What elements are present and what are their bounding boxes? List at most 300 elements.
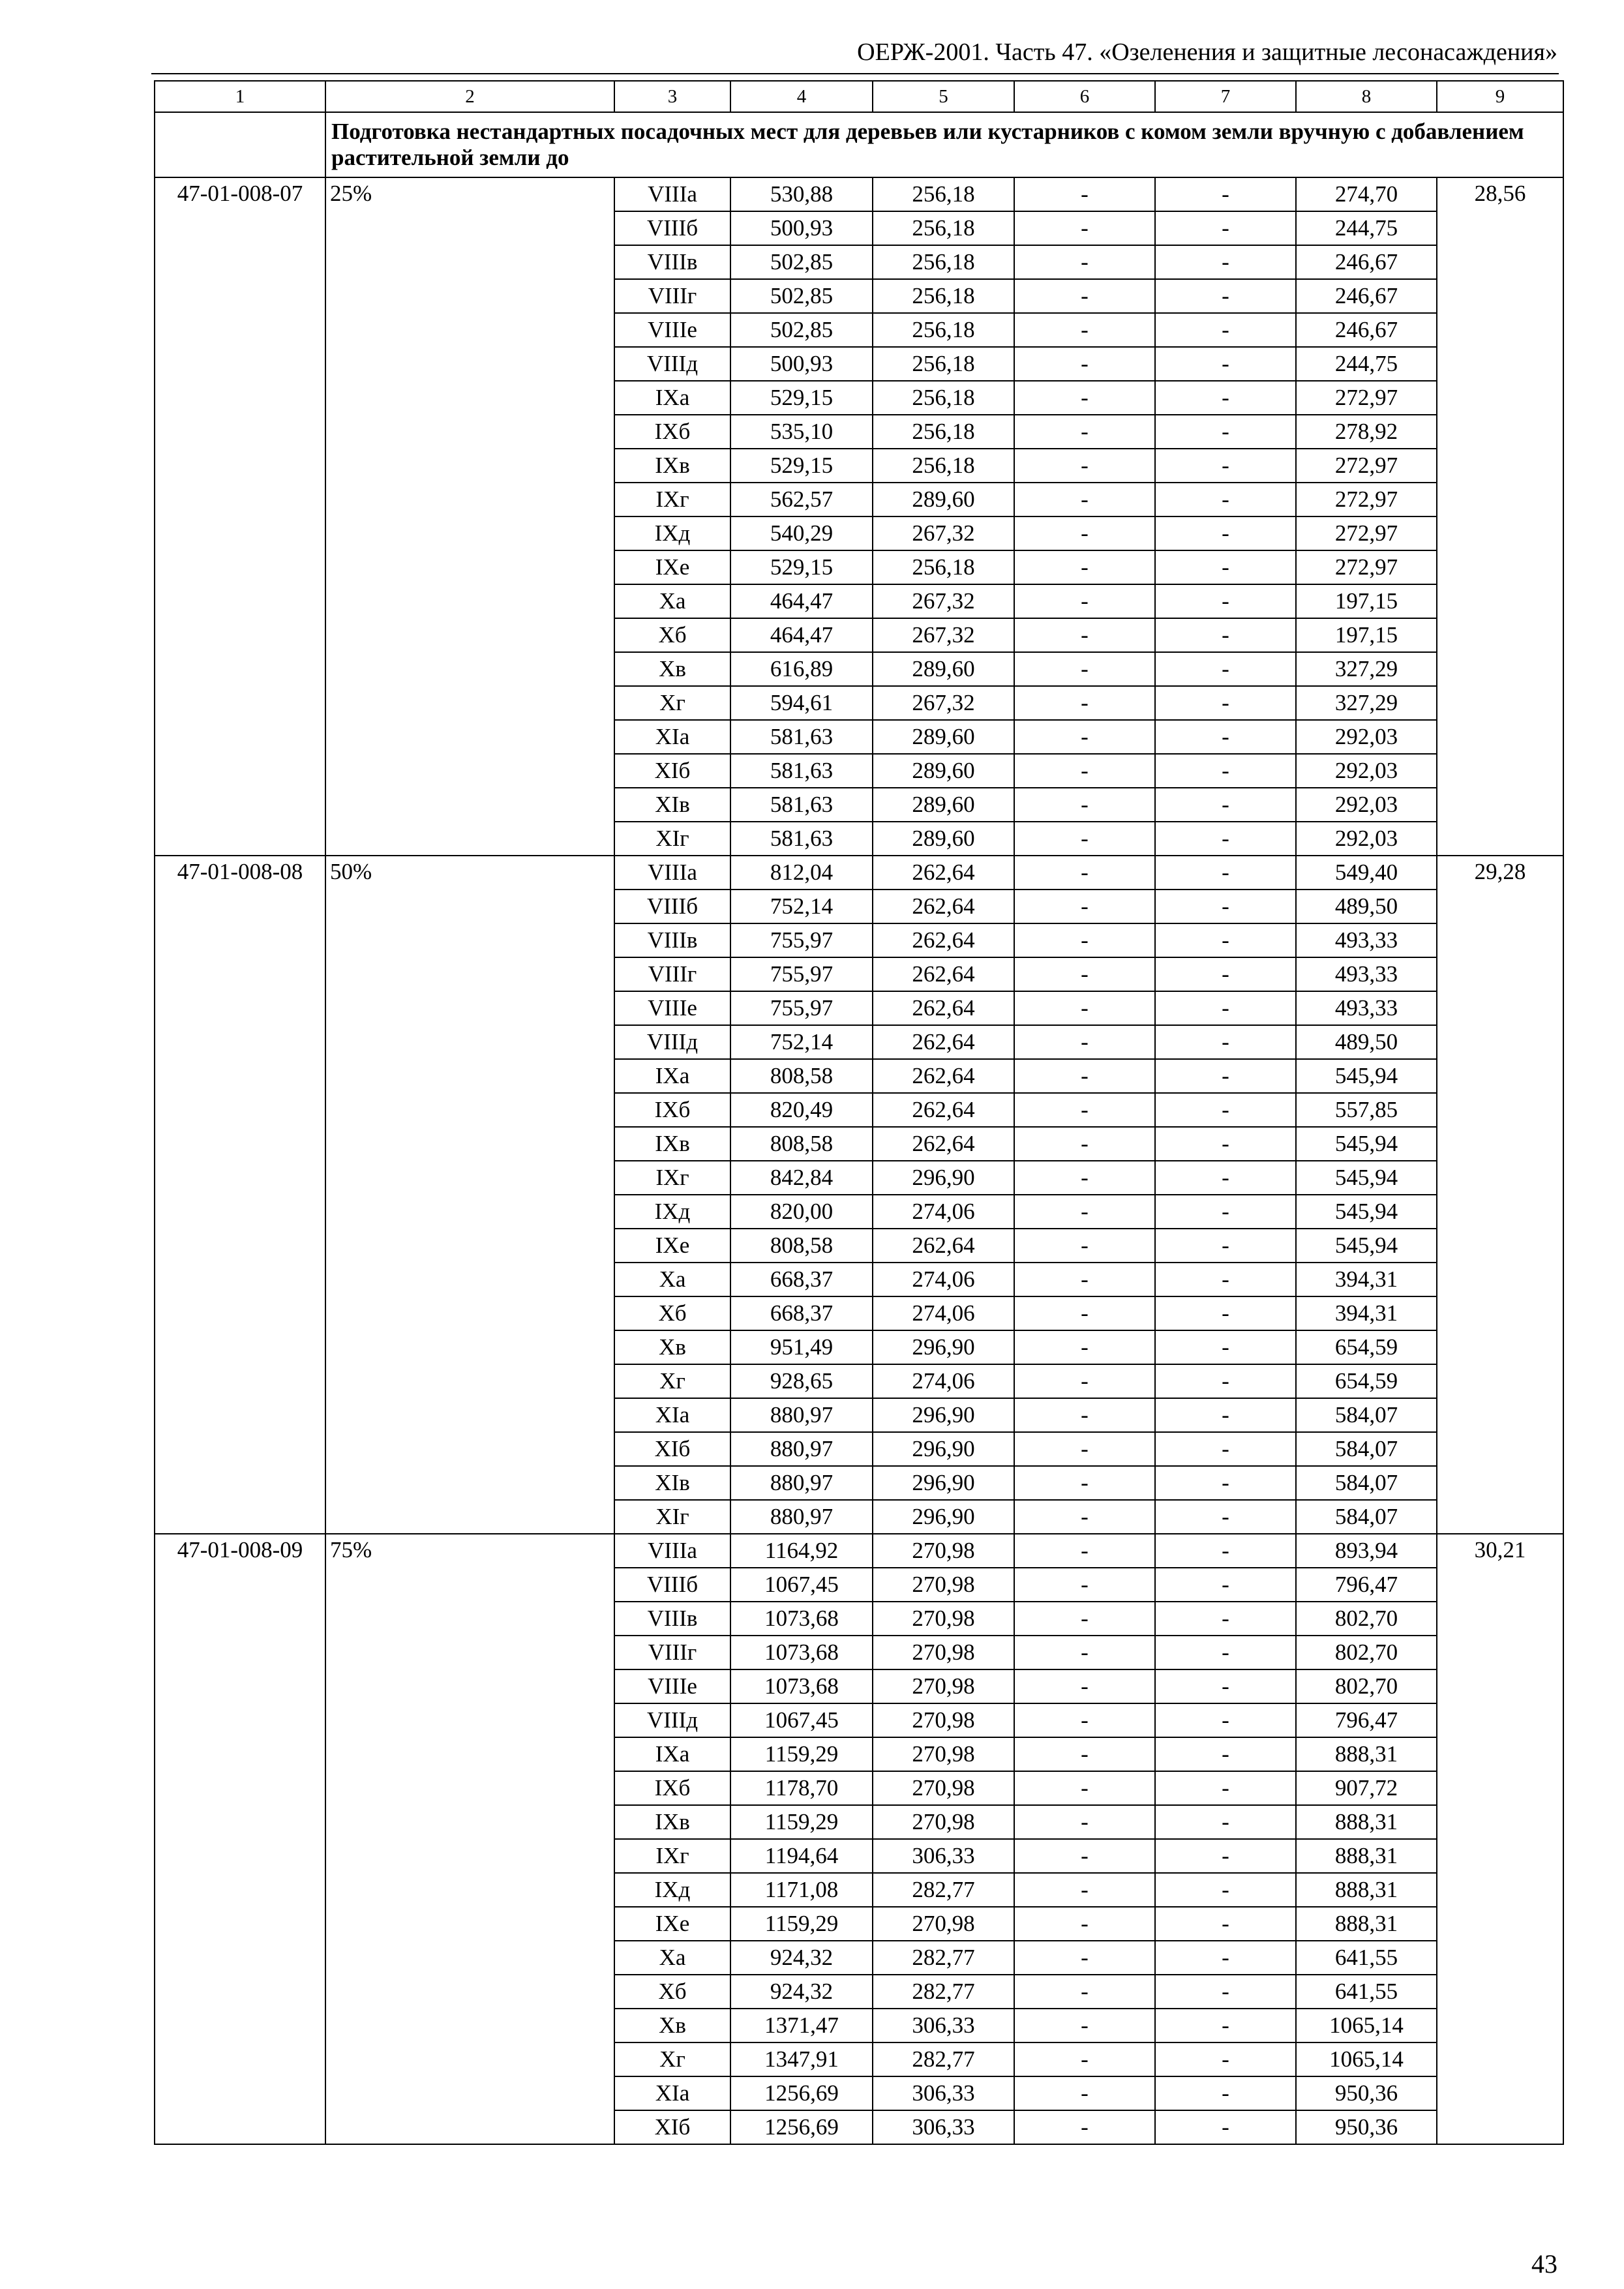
labor-cost: 256,18	[873, 313, 1014, 347]
soil-group: VIIIв	[614, 923, 730, 957]
machine-cost: -	[1014, 1534, 1155, 1568]
machine-cost: -	[1014, 788, 1155, 822]
total-cost: 880,97	[730, 1466, 873, 1500]
total-cost: 1159,29	[730, 1907, 873, 1941]
materials-cost: 327,29	[1296, 686, 1437, 720]
machine-cost: -	[1014, 720, 1155, 754]
machinist-wage: -	[1155, 1737, 1296, 1771]
machine-cost: -	[1014, 686, 1155, 720]
machine-cost: -	[1014, 652, 1155, 686]
labor-cost: 256,18	[873, 211, 1014, 245]
machinist-wage: -	[1155, 2076, 1296, 2110]
soil-group: IXд	[614, 516, 730, 550]
soil-group: XIа	[614, 1398, 730, 1432]
labor-cost: 282,77	[873, 1941, 1014, 1975]
machine-cost: -	[1014, 822, 1155, 856]
machine-cost: -	[1014, 1500, 1155, 1534]
materials-cost: 493,33	[1296, 923, 1437, 957]
materials-cost: 950,36	[1296, 2076, 1437, 2110]
soil-group: IXд	[614, 1873, 730, 1907]
machine-cost: -	[1014, 1466, 1155, 1500]
labor-cost: 296,90	[873, 1466, 1014, 1500]
total-cost: 668,37	[730, 1263, 873, 1296]
machinist-wage: -	[1155, 1636, 1296, 1669]
materials-cost: 272,97	[1296, 483, 1437, 516]
soil-group: Xб	[614, 618, 730, 652]
materials-cost: 292,03	[1296, 788, 1437, 822]
machine-cost: -	[1014, 1364, 1155, 1398]
labor-cost: 270,98	[873, 1907, 1014, 1941]
labor-cost: 274,06	[873, 1195, 1014, 1229]
soil-group: XIб	[614, 2110, 730, 2144]
machinist-wage: -	[1155, 686, 1296, 720]
labor-cost: 296,90	[873, 1161, 1014, 1195]
total-cost: 1067,45	[730, 1703, 873, 1737]
machinist-wage: -	[1155, 1229, 1296, 1263]
column-number: 7	[1155, 81, 1296, 112]
materials-cost: 292,03	[1296, 720, 1437, 754]
total-cost: 1073,68	[730, 1669, 873, 1703]
labor-cost: 270,98	[873, 1669, 1014, 1703]
total-cost: 924,32	[730, 1941, 873, 1975]
column-number-row	[155, 81, 1563, 112]
soil-group: Xб	[614, 1296, 730, 1330]
section-title-row	[155, 112, 1563, 177]
machine-cost: -	[1014, 1195, 1155, 1229]
soil-group: XIв	[614, 788, 730, 822]
labor-cost: 274,06	[873, 1296, 1014, 1330]
soil-group: IXе	[614, 550, 730, 584]
rate-code: 47-01-008-07	[155, 177, 325, 856]
machine-cost: -	[1014, 1873, 1155, 1907]
labor-cost: 306,33	[873, 2076, 1014, 2110]
total-cost: 812,04	[730, 856, 873, 890]
materials-cost: 888,31	[1296, 1907, 1437, 1941]
total-cost: 928,65	[730, 1364, 873, 1398]
materials-cost: 557,85	[1296, 1093, 1437, 1127]
machinist-wage: -	[1155, 2009, 1296, 2042]
soil-group: XIа	[614, 2076, 730, 2110]
machinist-wage: -	[1155, 1771, 1296, 1805]
labor-cost: 256,18	[873, 415, 1014, 449]
labor-cost: 296,90	[873, 1500, 1014, 1534]
machinist-wage: -	[1155, 1398, 1296, 1432]
column-number: 8	[1296, 81, 1437, 112]
machine-cost: -	[1014, 618, 1155, 652]
labor-cost: 256,18	[873, 279, 1014, 313]
total-cost: 1164,92	[730, 1534, 873, 1568]
machine-cost: -	[1014, 1907, 1155, 1941]
materials-cost: 1065,14	[1296, 2009, 1437, 2042]
labor-cost: 282,77	[873, 1873, 1014, 1907]
machinist-wage: -	[1155, 788, 1296, 822]
machinist-wage: -	[1155, 1093, 1296, 1127]
machine-cost: -	[1014, 1398, 1155, 1432]
labor-cost: 270,98	[873, 1602, 1014, 1636]
machinist-wage: -	[1155, 1703, 1296, 1737]
total-cost: 581,63	[730, 788, 873, 822]
total-cost: 1256,69	[730, 2076, 873, 2110]
labor-cost: 256,18	[873, 550, 1014, 584]
total-cost: 1371,47	[730, 2009, 873, 2042]
machinist-wage: -	[1155, 720, 1296, 754]
labor-cost: 289,60	[873, 483, 1014, 516]
materials-cost: 545,94	[1296, 1229, 1437, 1263]
column-number: 2	[325, 81, 614, 112]
materials-cost: 641,55	[1296, 1975, 1437, 2009]
machinist-wage: -	[1155, 177, 1296, 211]
total-cost: 1073,68	[730, 1602, 873, 1636]
materials-cost: 950,36	[1296, 2110, 1437, 2144]
materials-cost: 584,07	[1296, 1500, 1437, 1534]
soil-group: IXб	[614, 415, 730, 449]
total-cost: 530,88	[730, 177, 873, 211]
labor-cost: 256,18	[873, 177, 1014, 211]
soil-group: IXв	[614, 1127, 730, 1161]
machinist-wage: -	[1155, 1975, 1296, 2009]
machine-cost: -	[1014, 856, 1155, 890]
soil-group: VIIIе	[614, 313, 730, 347]
machine-cost: -	[1014, 2009, 1155, 2042]
materials-cost: 244,75	[1296, 211, 1437, 245]
machinist-wage: -	[1155, 1500, 1296, 1534]
machine-cost: -	[1014, 279, 1155, 313]
soil-group: Xг	[614, 1364, 730, 1398]
labor-cost: 256,18	[873, 449, 1014, 483]
soil-group: IXа	[614, 1737, 730, 1771]
column-number: 9	[1437, 81, 1563, 112]
soil-group: VIIIв	[614, 245, 730, 279]
machinist-wage: -	[1155, 652, 1296, 686]
machine-cost: -	[1014, 550, 1155, 584]
materials-cost: 197,15	[1296, 584, 1437, 618]
soil-group: XIв	[614, 1466, 730, 1500]
total-cost: 820,00	[730, 1195, 873, 1229]
materials-cost: 888,31	[1296, 1805, 1437, 1839]
column-number: 1	[155, 81, 325, 112]
soil-group: Xа	[614, 1941, 730, 1975]
soil-group: VIIIд	[614, 1703, 730, 1737]
materials-cost: 278,92	[1296, 415, 1437, 449]
materials-cost: 888,31	[1296, 1873, 1437, 1907]
labor-cost: 274,06	[873, 1263, 1014, 1296]
total-cost: 808,58	[730, 1059, 873, 1093]
labor-cost: 267,32	[873, 584, 1014, 618]
materials-cost: 545,94	[1296, 1059, 1437, 1093]
machine-cost: -	[1014, 1330, 1155, 1364]
total-cost: 752,14	[730, 890, 873, 923]
total-cost: 1347,91	[730, 2042, 873, 2076]
soil-group: XIб	[614, 1432, 730, 1466]
machinist-wage: -	[1155, 1669, 1296, 1703]
machinist-wage: -	[1155, 1296, 1296, 1330]
labor-cost: 256,18	[873, 347, 1014, 381]
soil-group: VIIIд	[614, 347, 730, 381]
soil-group: VIIIа	[614, 1534, 730, 1568]
machinist-wage: -	[1155, 449, 1296, 483]
machine-cost: -	[1014, 1161, 1155, 1195]
machinist-wage: -	[1155, 1873, 1296, 1907]
labor-cost: 267,32	[873, 516, 1014, 550]
total-cost: 755,97	[730, 957, 873, 991]
materials-cost: 549,40	[1296, 856, 1437, 890]
materials-cost: 641,55	[1296, 1941, 1437, 1975]
soil-group: VIIIг	[614, 957, 730, 991]
total-cost: 1178,70	[730, 1771, 873, 1805]
total-cost: 581,63	[730, 720, 873, 754]
labor-cost: 274,06	[873, 1364, 1014, 1398]
materials-cost: 796,47	[1296, 1568, 1437, 1602]
labor-cost: 262,64	[873, 856, 1014, 890]
soil-group: IXб	[614, 1093, 730, 1127]
machine-cost: -	[1014, 1127, 1155, 1161]
rate-code: 47-01-008-08	[155, 856, 325, 1534]
labor-cost: 270,98	[873, 1805, 1014, 1839]
total-cost: 1256,69	[730, 2110, 873, 2144]
column-number: 4	[730, 81, 873, 112]
materials-cost: 584,07	[1296, 1466, 1437, 1500]
total-cost: 581,63	[730, 822, 873, 856]
total-cost: 616,89	[730, 652, 873, 686]
labor-cost: 262,64	[873, 1025, 1014, 1059]
machine-cost: -	[1014, 1839, 1155, 1873]
labor-cost: 289,60	[873, 822, 1014, 856]
total-cost: 755,97	[730, 991, 873, 1025]
total-cost: 808,58	[730, 1127, 873, 1161]
labor-cost: 296,90	[873, 1330, 1014, 1364]
machine-cost: -	[1014, 245, 1155, 279]
machine-cost: -	[1014, 754, 1155, 788]
machine-cost: -	[1014, 1432, 1155, 1466]
materials-cost: 893,94	[1296, 1534, 1437, 1568]
soil-group: XIг	[614, 1500, 730, 1534]
materials-cost: 327,29	[1296, 652, 1437, 686]
materials-cost: 489,50	[1296, 1025, 1437, 1059]
total-cost: 594,61	[730, 686, 873, 720]
total-cost: 581,63	[730, 754, 873, 788]
machine-cost: -	[1014, 313, 1155, 347]
materials-cost: 584,07	[1296, 1432, 1437, 1466]
materials-cost: 493,33	[1296, 991, 1437, 1025]
table-row	[155, 177, 1563, 211]
labor-cost: 289,60	[873, 652, 1014, 686]
labor-hours: 28,56	[1437, 177, 1563, 856]
total-cost: 1159,29	[730, 1737, 873, 1771]
machine-cost: -	[1014, 923, 1155, 957]
materials-cost: 802,70	[1296, 1602, 1437, 1636]
soil-group: IXб	[614, 1771, 730, 1805]
machinist-wage: -	[1155, 1432, 1296, 1466]
machinist-wage: -	[1155, 2110, 1296, 2144]
machine-cost: -	[1014, 584, 1155, 618]
machine-cost: -	[1014, 347, 1155, 381]
total-cost: 1194,64	[730, 1839, 873, 1873]
total-cost: 880,97	[730, 1398, 873, 1432]
rate-code: 47-01-008-09	[155, 1534, 325, 2144]
machine-cost: -	[1014, 1669, 1155, 1703]
labor-cost: 256,18	[873, 381, 1014, 415]
materials-cost: 545,94	[1296, 1127, 1437, 1161]
total-cost: 808,58	[730, 1229, 873, 1263]
machine-cost: -	[1014, 1703, 1155, 1737]
labor-cost: 270,98	[873, 1534, 1014, 1568]
materials-cost: 489,50	[1296, 890, 1437, 923]
materials-cost: 654,59	[1296, 1330, 1437, 1364]
machinist-wage: -	[1155, 1364, 1296, 1398]
page-number: 43	[1531, 2249, 1557, 2279]
labor-cost: 270,98	[873, 1771, 1014, 1805]
machine-cost: -	[1014, 1568, 1155, 1602]
total-cost: 1073,68	[730, 1636, 873, 1669]
labor-cost: 296,90	[873, 1432, 1014, 1466]
machinist-wage: -	[1155, 313, 1296, 347]
total-cost: 668,37	[730, 1296, 873, 1330]
soil-group: VIIIд	[614, 1025, 730, 1059]
total-cost: 502,85	[730, 245, 873, 279]
soil-group: IXе	[614, 1907, 730, 1941]
labor-cost: 262,64	[873, 991, 1014, 1025]
soil-group: VIIIб	[614, 211, 730, 245]
machinist-wage: -	[1155, 1941, 1296, 1975]
labor-cost: 267,32	[873, 686, 1014, 720]
machine-cost: -	[1014, 2042, 1155, 2076]
soil-group: VIIIв	[614, 1602, 730, 1636]
labor-cost: 270,98	[873, 1568, 1014, 1602]
machine-cost: -	[1014, 1636, 1155, 1669]
machinist-wage: -	[1155, 279, 1296, 313]
total-cost: 529,15	[730, 550, 873, 584]
machinist-wage: -	[1155, 1805, 1296, 1839]
machinist-wage: -	[1155, 754, 1296, 788]
machinist-wage: -	[1155, 381, 1296, 415]
labor-cost: 262,64	[873, 1127, 1014, 1161]
total-cost: 500,93	[730, 347, 873, 381]
machinist-wage: -	[1155, 991, 1296, 1025]
materials-cost: 802,70	[1296, 1669, 1437, 1703]
machinist-wage: -	[1155, 1127, 1296, 1161]
soil-group: IXг	[614, 1161, 730, 1195]
materials-cost: 272,97	[1296, 550, 1437, 584]
machine-cost: -	[1014, 2076, 1155, 2110]
machinist-wage: -	[1155, 1025, 1296, 1059]
materials-cost: 802,70	[1296, 1636, 1437, 1669]
machinist-wage: -	[1155, 211, 1296, 245]
soil-group: IXг	[614, 483, 730, 516]
materials-cost: 888,31	[1296, 1839, 1437, 1873]
machinist-wage: -	[1155, 890, 1296, 923]
soil-group: Xа	[614, 584, 730, 618]
soil-group: VIIIб	[614, 890, 730, 923]
total-cost: 820,49	[730, 1093, 873, 1127]
machine-cost: -	[1014, 483, 1155, 516]
machinist-wage: -	[1155, 516, 1296, 550]
column-number: 6	[1014, 81, 1155, 112]
materials-cost: 796,47	[1296, 1703, 1437, 1737]
labor-cost: 306,33	[873, 2009, 1014, 2042]
machine-cost: -	[1014, 1093, 1155, 1127]
soil-group: IXг	[614, 1839, 730, 1873]
labor-cost: 262,64	[873, 957, 1014, 991]
machinist-wage: -	[1155, 415, 1296, 449]
total-cost: 464,47	[730, 618, 873, 652]
machine-cost: -	[1014, 2110, 1155, 2144]
machinist-wage: -	[1155, 1195, 1296, 1229]
labor-cost: 282,77	[873, 2042, 1014, 2076]
total-cost: 502,85	[730, 279, 873, 313]
machinist-wage: -	[1155, 483, 1296, 516]
machinist-wage: -	[1155, 550, 1296, 584]
soil-group: Xа	[614, 1263, 730, 1296]
labor-hours: 29,28	[1437, 856, 1563, 1534]
labor-cost: 289,60	[873, 788, 1014, 822]
total-cost: 464,47	[730, 584, 873, 618]
materials-cost: 907,72	[1296, 1771, 1437, 1805]
total-cost: 755,97	[730, 923, 873, 957]
machine-cost: -	[1014, 415, 1155, 449]
labor-cost: 282,77	[873, 1975, 1014, 2009]
machinist-wage: -	[1155, 1059, 1296, 1093]
machinist-wage: -	[1155, 2042, 1296, 2076]
labor-cost: 296,90	[873, 1398, 1014, 1432]
soil-group: Xг	[614, 686, 730, 720]
materials-cost: 545,94	[1296, 1195, 1437, 1229]
soil-group: VIIIг	[614, 279, 730, 313]
soil-group: VIIIе	[614, 1669, 730, 1703]
labor-hours: 30,21	[1437, 1534, 1563, 2144]
total-cost: 842,84	[730, 1161, 873, 1195]
machine-cost: -	[1014, 1025, 1155, 1059]
materials-cost: 654,59	[1296, 1364, 1437, 1398]
total-cost: 500,93	[730, 211, 873, 245]
machine-cost: -	[1014, 1263, 1155, 1296]
machinist-wage: -	[1155, 245, 1296, 279]
labor-cost: 256,18	[873, 245, 1014, 279]
materials-cost: 246,67	[1296, 313, 1437, 347]
machinist-wage: -	[1155, 1602, 1296, 1636]
machine-cost: -	[1014, 991, 1155, 1025]
materials-cost: 292,03	[1296, 822, 1437, 856]
machinist-wage: -	[1155, 957, 1296, 991]
machine-cost: -	[1014, 1296, 1155, 1330]
labor-cost: 262,64	[873, 1229, 1014, 1263]
rates-table	[154, 80, 1564, 2145]
machine-cost: -	[1014, 890, 1155, 923]
machinist-wage: -	[1155, 1330, 1296, 1364]
header-rule	[151, 73, 1559, 74]
materials-cost: 274,70	[1296, 177, 1437, 211]
total-cost: 951,49	[730, 1330, 873, 1364]
soil-group: IXе	[614, 1229, 730, 1263]
machine-cost: -	[1014, 1602, 1155, 1636]
soil-group: Xб	[614, 1975, 730, 2009]
total-cost: 529,15	[730, 381, 873, 415]
total-cost: 535,10	[730, 415, 873, 449]
materials-cost: 272,97	[1296, 516, 1437, 550]
soil-percent: 25%	[325, 177, 614, 856]
soil-group: Xв	[614, 1330, 730, 1364]
machine-cost: -	[1014, 957, 1155, 991]
labor-cost: 306,33	[873, 1839, 1014, 1873]
section-title: Подготовка нестандартных посадочных мест для деревьев или кустарников с комом земли вручную с добавлением растительной земли до	[325, 112, 1563, 177]
soil-group: VIIIе	[614, 991, 730, 1025]
machinist-wage: -	[1155, 347, 1296, 381]
soil-group: VIIIб	[614, 1568, 730, 1602]
machine-cost: -	[1014, 1975, 1155, 2009]
labor-cost: 270,98	[873, 1737, 1014, 1771]
materials-cost: 394,31	[1296, 1296, 1437, 1330]
soil-group: Xв	[614, 652, 730, 686]
materials-cost: 272,97	[1296, 449, 1437, 483]
